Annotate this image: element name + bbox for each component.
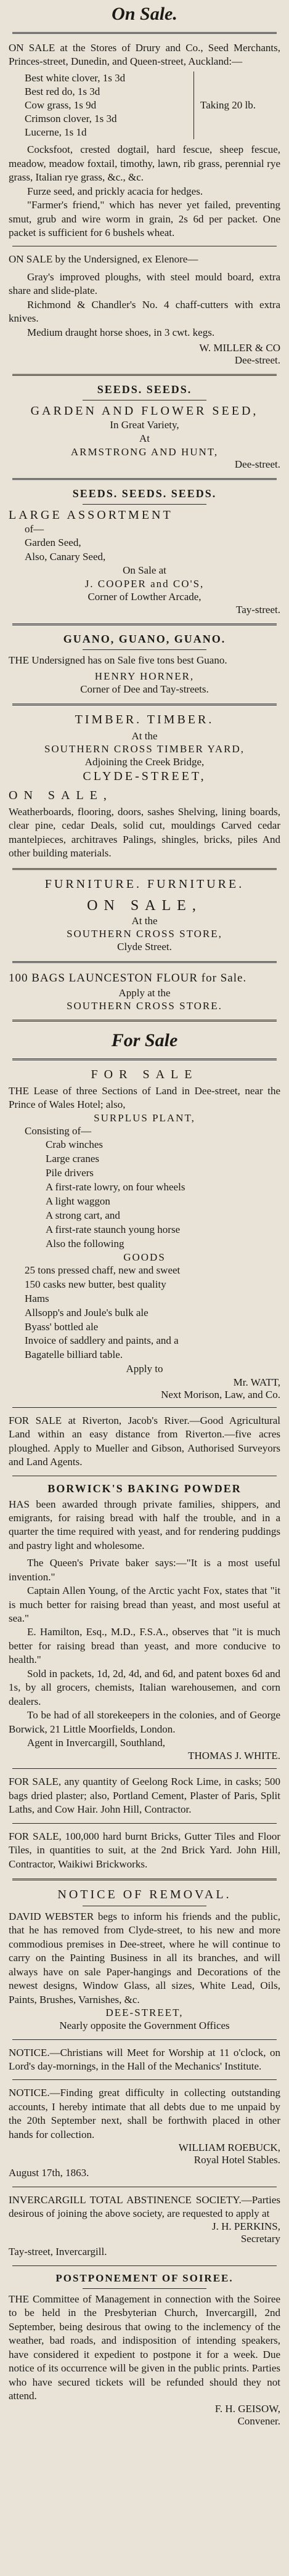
divider	[12, 2079, 277, 2080]
roebuck-text: NOTICE.—Finding great difficulty in collecting outstanding accounts, I hereby intimate that all debts due to me unpaid by the 20th September next, shall be forthwith placed in other hands for collection.	[9, 2087, 280, 2140]
agent-note: Agent in Invercargill, Southland,	[27, 1736, 165, 1749]
street-name: DEE-STREET,	[105, 2007, 184, 2019]
list-item: Invoice of saddlery and paints, and a	[25, 1335, 179, 1347]
divider	[12, 624, 277, 625]
quote: The Queen's Private baker says:—"It is a most useful invention."	[9, 1557, 280, 1583]
signature-place: Royal Hotel Stables.	[193, 2154, 280, 2166]
large-assortment: LARGE ASSORTMENT	[9, 508, 173, 522]
removal-text: DAVID WEBSTER begs to inform his friends and the public, that he has removed from Clyde-street, to his new and more commodious premises in Dee-street, where he will continue to carry on the Painting Business in all its branches, and will always have on sale Paper-hangings and Decorations of the newest designs, Window Glass, all sizes, White Lead, Oils, Paints, Brushes, Varnishes, &c.	[9, 1911, 280, 2005]
goods-list	[9, 1264, 280, 1363]
webster-ad	[9, 1888, 280, 2033]
for-sale-heading: For Sale	[111, 1030, 178, 1050]
seeds-title: SEEDS. SEEDS. SEEDS.	[72, 487, 217, 500]
street-note: Nearly opposite the Government Offices	[59, 2020, 230, 2032]
address: Tay-street, Invercargill.	[9, 2246, 107, 2258]
seed-line: In Great Variety,	[110, 419, 179, 431]
list-item: Allsopp's and Joule's bulk ale	[25, 1306, 149, 1318]
plough-text: Gray's improved ploughs, with steel mould board, extra share and slide-plate.	[9, 270, 280, 297]
divider	[12, 1407, 277, 1408]
retail-note: To be had of all storekeepers in the colonies, and of George Borwick, 21 Little Moorfields, London.	[9, 1709, 280, 1735]
signature: Mr. WATT,	[233, 1376, 280, 1388]
list-item: Byass' bottled ale	[25, 1320, 99, 1333]
signature: HENRY HORNER,	[94, 670, 195, 682]
farmers-friend: "Farmer's friend," which has never yet failed, preventing smut, grub and wire worm in grain, 2s 6d per packet. One packet is sufficient for 6 bushels wheat.	[9, 199, 280, 238]
divider	[12, 961, 277, 963]
timber-title: TIMBER. TIMBER.	[75, 712, 214, 726]
on-sale-label: ON SALE,	[9, 788, 113, 802]
signature-place: Next Morison, Law, and Co.	[161, 1388, 280, 1400]
bricks-ad: FOR SALE, 100,000 hard burnt Bricks, Gutter Tiles and Floor Tiles, in quantities to suit, at the 2nd Brick Yard. John Hill, Contractor, Waikiwi Brickworks.	[9, 1830, 280, 1870]
soiree-text: THE Committee of Management in connection with the Soiree to be held in the Presbyterian Church, Invercargill, 2nd September, being desirous that owing to the inclemency of the weather, bad roads, and indisposition of intending speakers, have considered it expedient to postpone it for a week. Due notice of its occurrence will be given in the public prints. Parties who have secured tickets will be refunded should they not attend.	[9, 2293, 280, 2402]
list-item: 150 casks new butter, best quality	[25, 1278, 166, 1290]
merchant-place: Corner of Lowther Arcade,	[88, 590, 201, 603]
timber-line: At the	[131, 729, 158, 742]
shoes-text: Medium draught horse shoes, in 3 cwt. kegs.	[27, 326, 215, 338]
signature-role: Secretary	[240, 2233, 280, 2245]
chaff-text: Richmond & Chandler's No. 4 chaff-cutters with extra knives.	[9, 298, 280, 325]
merchant-name: J. COOPER and CO'S,	[84, 577, 205, 590]
divider	[12, 374, 277, 376]
sold-note: Sold in packets, 1d, 2d, 4d, and 6d, and patent boxes 6d and 1s, by all grocers, chemists, Italian warehousemen, and corn dealers.	[9, 1667, 280, 1707]
soiree-ad	[9, 2272, 280, 2428]
merchant-place: Dee-street.	[234, 458, 280, 470]
watt-ad	[9, 1068, 280, 1401]
borwick-ad	[9, 1482, 280, 1763]
list-item: Pile drivers	[46, 1167, 94, 1179]
divider	[12, 1823, 277, 1824]
signature: W. MILLER & CO	[199, 342, 280, 354]
roebuck-ad	[9, 2086, 280, 2180]
divider	[12, 478, 277, 480]
apply-to: Apply to	[126, 1363, 163, 1375]
abstinence-text: INVERCARGILL TOTAL ABSTINENCE SOCIETY.—Parties desirous of joining the above society, are requested to apply at	[9, 2193, 280, 2220]
list-item: Crab winches	[46, 1139, 104, 1151]
riverton-ad: FOR SALE at Riverton, Jacob's River.—Good Agricultural Land within an easy distance from Riverton.—five acres ploughed. Apply to Mueller and Gibson, Authorised Surveyors and Land Agents.	[9, 1414, 280, 1468]
for-sale-title: FOR SALE	[91, 1067, 198, 1081]
signature: J. H. PERKINS,	[212, 2220, 280, 2233]
timber-list: Weatherboards, flooring, doors, sashes Shelving, lining boards, clear pine, cedar Deals, solid cut, mouldings Carved cedar mantelpieces, architraves Palings, shingles, bricks, piles And other building materials.	[9, 805, 280, 859]
list-item: Large cranes	[46, 1153, 99, 1165]
seed-line: Garden Seed,	[25, 537, 81, 549]
seed-line: Also, Canary Seed,	[25, 550, 106, 563]
seeds-title: SEEDS. SEEDS.	[97, 383, 192, 396]
miller-ad	[9, 253, 280, 367]
store-name: SOUTHERN CROSS STORE,	[67, 928, 222, 940]
merchant-name: ARMSTRONG AND HUNT,	[70, 445, 219, 458]
cooper-ad	[9, 487, 280, 616]
grass-list: Cocksfoot, crested dogtail, hard fescue, sheep fescue, meadow, meadow foxtail, timothy, lawn, rib grass, perennial rye grass, Italian rye grass, &c., &c.	[9, 144, 280, 184]
merchant-place: Tay-street.	[236, 604, 280, 616]
list-item: 25 tons pressed chaff, new and sweet	[25, 1264, 181, 1276]
timber-line: Adjoining the Creek Bridge,	[84, 756, 205, 768]
price-item: Crimson clover, 1s 3d	[25, 113, 117, 125]
furniture-ad	[9, 877, 280, 954]
list-item: A strong cart, and	[46, 1209, 120, 1221]
flour-ad	[9, 970, 280, 1012]
list-item: Hams	[25, 1292, 49, 1304]
price-item: Best red do, 1s 3d	[25, 85, 100, 97]
divider	[12, 1879, 277, 1880]
soiree-title: POSTPONEMENT OF SOIREE.	[55, 2272, 234, 2284]
notice-date: August 17th, 1863.	[9, 2167, 89, 2179]
guano-title: GUANO, GUANO, GUANO.	[63, 633, 226, 646]
on-sale-heading: On Sale.	[112, 4, 177, 24]
divider	[12, 1768, 277, 1769]
armstrong-ad	[9, 383, 280, 471]
miller-intro: ON SALE by the Undersigned, ex Elenore—	[9, 253, 198, 266]
list-item: A first-rate staunch young horse	[46, 1223, 181, 1235]
goods-heading: GOODS	[123, 1251, 166, 1263]
guano-text: THE Undersigned has on Sale five tons best Guano.	[9, 654, 227, 667]
price-item: Lucerne, 1s 1d	[25, 126, 87, 139]
worship-notice: NOTICE.—Christians will Meet for Worship at 11 o'clock, on Lord's day-mornings, in the Hall of the Mechanics' Institute.	[9, 2046, 280, 2072]
plant-list	[9, 1138, 280, 1251]
store-line: At the	[131, 914, 158, 927]
borwick-text: HAS been awarded through private families, shippers, and emigrants, for raising bread with half the trouble, and in a quarter the time required with yeast, and for rendering puddings and pastry light and wholesome.	[9, 1498, 280, 1551]
list-item: Bagatelle billiard table.	[25, 1349, 123, 1361]
divider	[12, 2039, 277, 2040]
divider	[12, 2265, 277, 2266]
signature-place: Dee-street.	[234, 354, 280, 367]
divider	[12, 1058, 277, 1060]
signature-place: Corner of Dee and Tay-streets.	[80, 683, 209, 695]
borwick-title: BORWICK'S BAKING POWDER	[47, 1482, 242, 1495]
price-item: Cow grass, 1s 9d	[25, 99, 97, 112]
signature: THOMAS J. WHITE.	[188, 1750, 280, 1762]
seed-line: On Sale at	[123, 564, 166, 577]
short-rule	[83, 649, 206, 650]
drury-intro: ON SALE at the Stores of Drury and Co., Seed Merchants, Princes-street, Dunedin, and Queen-street, Auckland:—	[9, 42, 280, 68]
list-item: Also the following	[46, 1237, 124, 1249]
drury-ad	[9, 41, 280, 240]
timber-ad	[9, 713, 280, 861]
taking-note: Taking 20 lb.	[200, 99, 256, 112]
price-item: Best white clover, 1s 3d	[25, 71, 126, 84]
quote: Captain Allen Young, of the Arctic yacht Fox, states that "it is much better for raising bread than yeast, and most useful at sea."	[9, 1585, 280, 1625]
short-rule	[83, 2288, 206, 2289]
flour-text: 100 BAGS LAUNCESTON FLOUR for Sale.	[9, 972, 247, 985]
furniture-title: FURNITURE. FURNITURE.	[44, 877, 245, 891]
lime-ad: FOR SALE, any quantity of Geelong Rock Lime, in casks; 500 bags dried plaster; also, Portland Cement, Plaster of Paris, Split Laths, and Cow Hair. John Hill, Contractor.	[9, 1776, 280, 1816]
list-item: A light waggon	[46, 1195, 110, 1208]
divider	[12, 1020, 277, 1022]
timber-yard: SOUTHERN CROSS TIMBER YARD,	[44, 743, 245, 755]
quote: E. Hamilton, Esq., M.D., F.S.A., observes that "it is much better for raising bread than yeast, and more conducive to health."	[9, 1626, 280, 1666]
consisting: Consisting of—	[25, 1124, 92, 1137]
store-name: SOUTHERN CROSS STORE.	[67, 999, 222, 1012]
abstinence-ad	[9, 2193, 280, 2259]
short-rule	[83, 504, 206, 505]
seed-line: of—	[25, 522, 44, 535]
removal-title: NOTICE OF REMOVAL.	[57, 1888, 232, 1902]
guano-ad	[9, 633, 280, 696]
surplus-plant: SURPLUS PLANT,	[94, 1111, 195, 1124]
signature: WILLIAM ROEBUCK,	[178, 2142, 280, 2154]
divider	[12, 32, 277, 34]
clover-price-list	[9, 71, 280, 139]
list-item: A first-rate lowry, on four wheels	[46, 1181, 185, 1193]
signature-role: Convener.	[237, 2415, 280, 2428]
signature: F. H. GEISOW,	[214, 2403, 280, 2415]
street-name: CLYDE-STREET,	[83, 769, 206, 783]
divider	[12, 704, 277, 705]
store-line: Apply at the	[118, 986, 171, 999]
lease-text: THE Lease of three Sections of Land in Dee-street, near the Prince of Wales Hotel; also,	[9, 1084, 280, 1111]
seed-line: At	[139, 433, 150, 445]
furze-note: Furze seed, and prickly acacia for hedges.	[27, 185, 203, 197]
store-line: Clyde Street.	[117, 941, 172, 953]
divider	[12, 868, 277, 870]
garden-seed-heading: GARDEN AND FLOWER SEED,	[30, 404, 259, 418]
on-sale-label: ON SALE,	[87, 897, 202, 914]
